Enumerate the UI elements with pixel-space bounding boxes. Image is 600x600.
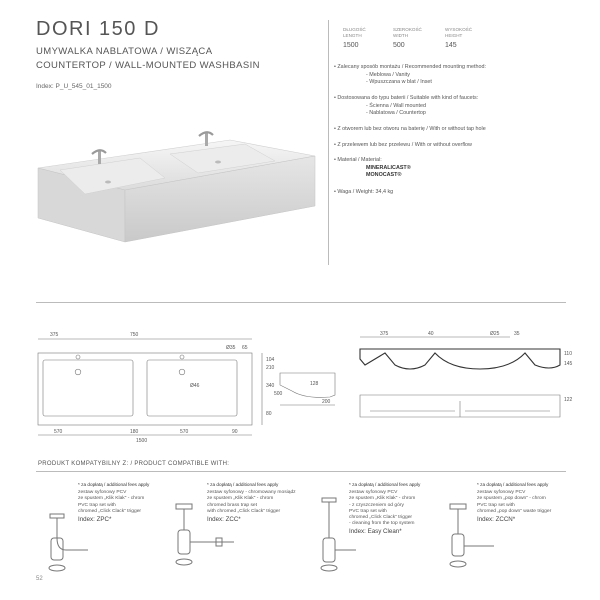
section-divider	[36, 302, 566, 303]
spec-mounting-item: - Wpuszczana w blat / Inset	[366, 79, 432, 86]
dim-top-104: 104	[266, 357, 275, 363]
dim-top-1500: 1500	[136, 438, 148, 444]
dim-top-570b: 570	[180, 429, 189, 435]
dim-side-200: 200	[322, 399, 331, 405]
spec-mounting-heading: Zalecany sposób montażu / Recommended mounting method:	[337, 64, 487, 70]
trap-zcc-image	[168, 500, 238, 575]
trap-easy-clean-image	[312, 494, 362, 574]
dim-height-label-en: HEIGHT	[445, 33, 463, 38]
trap-zccn-image	[440, 500, 500, 575]
product-note: * za dopłatą / additional fees apply	[477, 482, 549, 487]
spec-faucet-heading: Dostosowana do typu baterii / Suitable with kind of faucets:	[337, 95, 479, 101]
dim-top-375: 375	[50, 332, 59, 338]
dim-top-570a: 570	[54, 429, 63, 435]
spec-faucet-item: - Ścienna / Wall mounted	[366, 102, 427, 109]
dim-width-value: 500	[393, 42, 405, 49]
dim-top-750: 750	[130, 332, 139, 338]
dim-length-label-pl: DŁUGOŚĆ	[343, 27, 366, 32]
dim-section-35: 35	[514, 331, 520, 337]
trap-zpc-image	[36, 510, 96, 575]
dim-top-35: Ø35	[226, 345, 236, 351]
dim-top-65: 65	[242, 345, 248, 351]
spec-overflow-text: Z przelewem lub bez przelewu / With or without overflow	[337, 142, 472, 148]
product-line: zestaw syfonowy PCV	[349, 490, 398, 496]
spec-weight-value: 34,4 kg	[375, 189, 394, 195]
dim-height-label-pl: WYSOKOŚĆ	[445, 27, 473, 32]
spec-tap-hole-text: Z otworem lub bez otworu na baterię / With or without tap hole	[337, 126, 486, 132]
spec-mounting: • Zalecany sposób montażu / Recommended mounting method: - Meblowa / Vanity - Wpuszczana w blat / Inset	[334, 64, 487, 86]
product-line: PVC trap set with	[349, 508, 387, 514]
spec-material: • Materiał / Material: MINERALICAST® MONOCAST®	[334, 157, 411, 179]
dim-top-180: 180	[130, 429, 139, 435]
spec-weight-label: Waga / Weight:	[337, 189, 374, 195]
spec-mounting-item: - Meblowa / Vanity	[366, 71, 410, 78]
spec-faucet-item: - Nablatowa / Countertop	[366, 110, 426, 117]
product-line: chromed „Click Clack” trigger	[78, 508, 142, 514]
dim-height	[445, 27, 472, 49]
product-line: ze spustem „Klik Klak” - chrom	[349, 496, 416, 502]
dim-rear-122: 122	[564, 397, 573, 403]
product-line: zestaw syfonowy - chromowany mosiądz	[207, 490, 296, 496]
dim-top-80: 80	[266, 411, 272, 417]
product-line: chromed brass trap set	[207, 502, 258, 508]
page-number: 52	[36, 576, 43, 582]
product-index: Index: ZCCN*	[477, 516, 516, 524]
dim-top-210: 210	[266, 365, 275, 371]
spec-faucet: • Dostosowana do typu baterii / Suitable with kind of faucets: - Ścienna / Wall mounted - Nablatowa / Countertop	[334, 95, 479, 117]
dim-section-25: Ø25	[490, 331, 500, 337]
product-line: chromed „Click Clack” trigger	[349, 515, 413, 521]
product-line: zestaw syfonowy PCV	[78, 490, 127, 496]
product-line: PVC trap set with	[477, 502, 515, 508]
spec-weight: • Waga / Weight: 34,4 kg	[334, 189, 394, 195]
product-line: chromed „pop down” waste trigger	[477, 508, 552, 514]
spec-material-item: MINERALICAST®	[366, 164, 411, 171]
spec-overflow: • Z przelewem lub bez przelewu / With or without overflow	[334, 142, 472, 148]
product-line: PVC trap set with	[78, 502, 116, 508]
dim-length-label-en: LENGTH	[343, 33, 362, 38]
product-line: zestaw syfonowy PCV	[477, 490, 526, 496]
product-note: * za dopłatą / additional fees apply	[78, 482, 150, 487]
washbasin-photo	[30, 120, 320, 250]
dim-top-340: 340	[266, 383, 275, 389]
product-line: ze spustem „pop down” - chrom	[477, 496, 546, 502]
product-line: - cleaning from the top system	[349, 521, 415, 527]
product-title: DORI 150 D	[36, 18, 160, 40]
product-line: ze spustem „Klik Klak” - chrom	[207, 496, 274, 502]
subtitle-en: COUNTERTOP / WALL-MOUNTED WASHBASIN	[36, 60, 260, 71]
product-note: * za dopłatą / additional fees apply	[207, 482, 279, 487]
product-index: Index: ZCC*	[207, 516, 241, 524]
dim-side-128: 128	[310, 381, 319, 387]
dim-top-46: Ø46	[190, 383, 200, 389]
header-divider	[328, 20, 329, 265]
product-index: Index: Easy Clean*	[349, 528, 402, 536]
dim-top-500: 500	[274, 391, 283, 397]
dim-length-value: 1500	[343, 42, 359, 49]
product-note: * za dopłatą / additional fees apply	[349, 482, 421, 487]
dim-length	[343, 27, 366, 49]
product-index: Index: ZPC*	[78, 516, 112, 524]
compatible-heading: PRODUKT KOMPATYBILNY Z: / PRODUCT COMPATIBLE WITH:	[38, 461, 230, 467]
dim-section-145: 145	[564, 361, 573, 367]
dim-section-375: 375	[380, 331, 389, 337]
dim-section-40: 40	[428, 331, 434, 337]
dim-height-value: 145	[445, 42, 457, 49]
dim-width-label-en: WIDTH	[393, 33, 409, 38]
technical-drawings	[30, 325, 573, 445]
dim-top-90: 90	[232, 429, 238, 435]
spec-material-heading: Materiał / Material:	[337, 157, 382, 163]
compatible-divider	[36, 471, 566, 472]
product-line: - z czyszczeniem od góry	[349, 502, 404, 508]
product-line: with chromed „Click Clack” trigger	[207, 508, 281, 514]
dim-section-110: 110	[564, 351, 572, 357]
product-line: ze spustem „Klik Klak” - chrom	[78, 496, 145, 502]
spec-material-item: MONOCAST®	[366, 172, 402, 179]
product-index: Index: P_U_545_01_1500	[36, 83, 112, 90]
spec-tap-hole: • Z otworem lub bez otworu na baterię / With or without tap hole	[334, 126, 486, 132]
subtitle-pl: UMYWALKA NABLATOWA / WISZĄCA	[36, 46, 213, 57]
dim-width-label-pl: SZEROKOŚĆ	[393, 27, 422, 32]
dim-width	[393, 27, 422, 49]
